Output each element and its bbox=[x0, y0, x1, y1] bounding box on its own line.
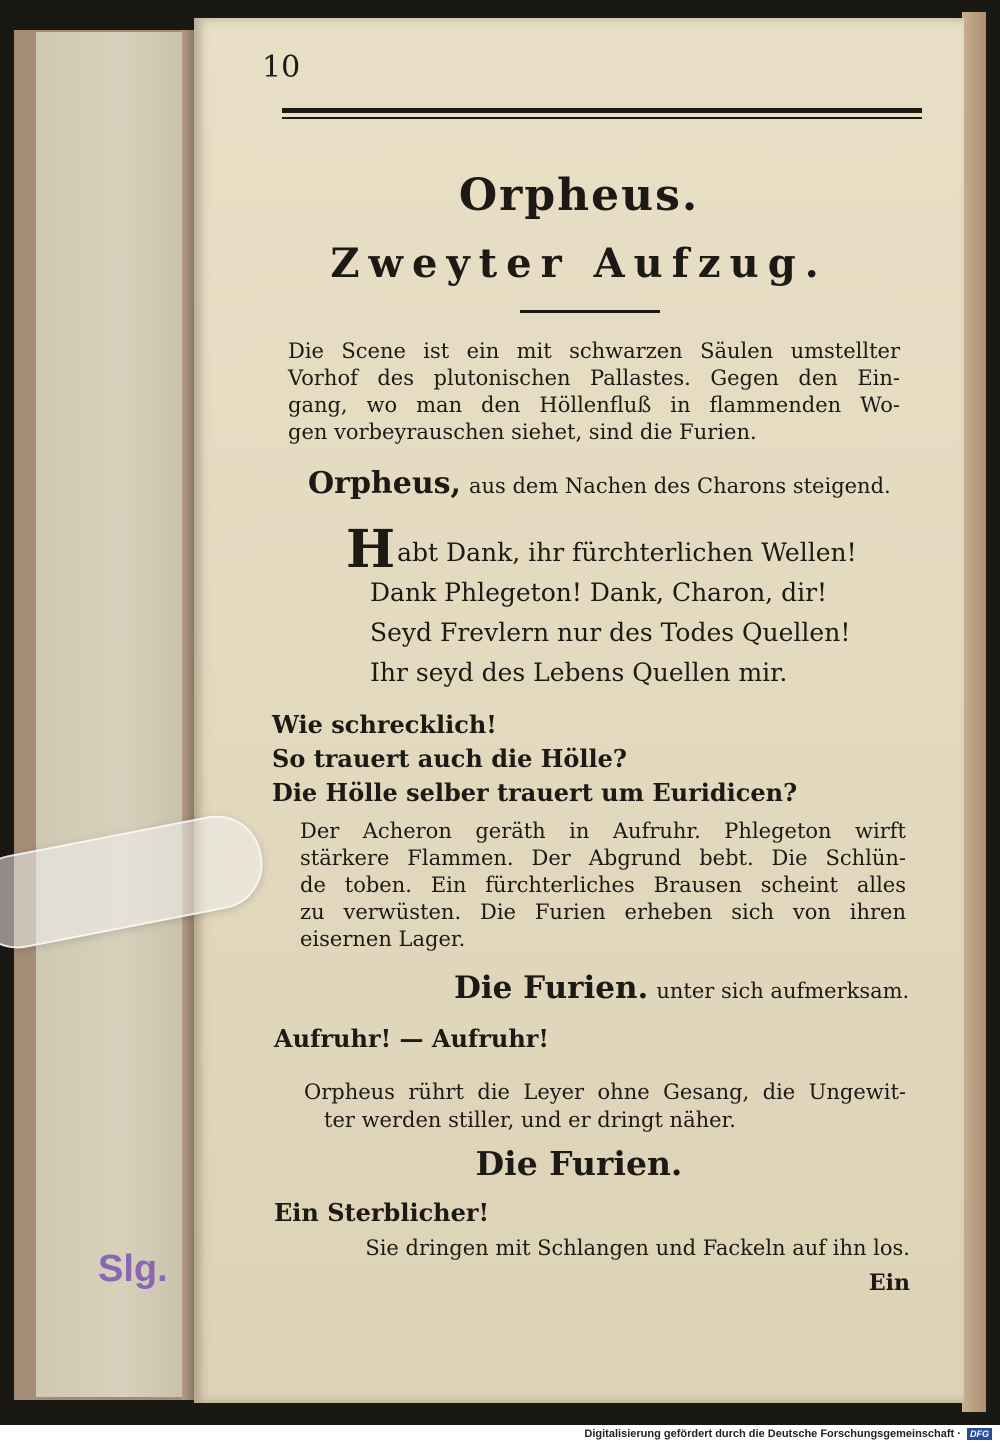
page-number: 10 bbox=[262, 50, 301, 85]
direction-line: Der Acheron geräth in Aufruhr. Phlegeton wirft bbox=[300, 819, 906, 843]
page-title: Orpheus. bbox=[458, 170, 700, 221]
stage-direction-block bbox=[304, 1078, 906, 1134]
scene-line: Die Scene ist ein mit schwarzen Säulen umstellter bbox=[288, 339, 900, 363]
book-page bbox=[194, 18, 964, 1403]
speaker-name: Orpheus, bbox=[308, 466, 461, 501]
drop-cap: H bbox=[346, 519, 396, 580]
header-rule-thin bbox=[282, 117, 922, 119]
catchword: Ein bbox=[868, 1270, 910, 1296]
speaker-heading bbox=[454, 970, 909, 1006]
direction-line: eisernen Lager. bbox=[300, 927, 466, 951]
chorus-line: Aufruhr! — Aufruhr! bbox=[274, 1024, 549, 1053]
gutter bbox=[182, 30, 194, 1400]
direction-line: Orpheus rührt die Leyer ohne Gesang, die Ungewit- bbox=[304, 1080, 906, 1104]
speaker-name: Die Furien. bbox=[454, 970, 649, 1006]
flyleaf bbox=[36, 32, 182, 1397]
direction-line: Sie dringen mit Schlangen und Fackeln auf ihn los. bbox=[365, 1236, 910, 1260]
scene-line: gen vorbeyrauschen siehet, sind die Furien. bbox=[288, 420, 757, 444]
credit-text: Digitalisierung gefördert durch die Deutsche Forschungsgemeinschaft bbox=[584, 1428, 955, 1440]
chorus-line: Die Hölle selber trauert um Euridicen? bbox=[272, 778, 798, 807]
speaker-heading: Die Furien. bbox=[475, 1144, 683, 1183]
stage-direction: aus dem Nachen des Charons steigend. bbox=[468, 474, 891, 498]
scene-line: Vorhof des plutonischen Pallastes. Gegen den Ein- bbox=[288, 366, 900, 390]
scene-line: gang, wo man den Höllenfluß in flammenden Wo- bbox=[288, 393, 900, 417]
verse-line: Habt Dank, ihr fürchterlichen Wellen! bbox=[346, 519, 857, 580]
credit-separator: · bbox=[957, 1428, 961, 1440]
chorus-lines bbox=[272, 708, 797, 810]
heading-rule bbox=[520, 310, 660, 313]
speaker-heading bbox=[308, 466, 891, 501]
verse-line: Ihr seyd des Lebens Quellen mir. bbox=[370, 658, 788, 687]
verse-line: Seyd Frevlern nur des Todes Quellen! bbox=[370, 618, 851, 647]
act-heading: Zweyter Aufzug. bbox=[330, 240, 828, 287]
verse-block bbox=[346, 519, 857, 693]
scene-description bbox=[288, 338, 900, 446]
stage-direction-block bbox=[300, 818, 906, 953]
page-edges bbox=[962, 12, 986, 1412]
stage-direction: unter sich aufmerksam. bbox=[656, 979, 910, 1003]
header-rule-thick bbox=[282, 108, 922, 113]
footer-credit bbox=[584, 1428, 992, 1440]
direction-line: zu verwüsten. Die Furien erheben sich von ihren bbox=[300, 900, 906, 924]
direction-line: de toben. Ein fürchterliches Brausen scheint alles bbox=[300, 873, 906, 897]
library-stamp: Slg. bbox=[98, 1248, 168, 1290]
chorus-line: Wie schrecklich! bbox=[272, 710, 497, 739]
direction-line: ter werden stiller, und er dringt näher. bbox=[324, 1108, 736, 1132]
direction-line: stärkere Flammen. Der Abgrund bebt. Die Schlün- bbox=[300, 846, 906, 870]
verse-line: Dank Phlegeton! Dank, Charon, dir! bbox=[370, 578, 828, 607]
dfg-logo: DFG bbox=[967, 1428, 992, 1440]
chorus-line: So trauert auch die Hölle? bbox=[272, 744, 627, 773]
chorus-line: Ein Sterblicher! bbox=[274, 1198, 490, 1227]
